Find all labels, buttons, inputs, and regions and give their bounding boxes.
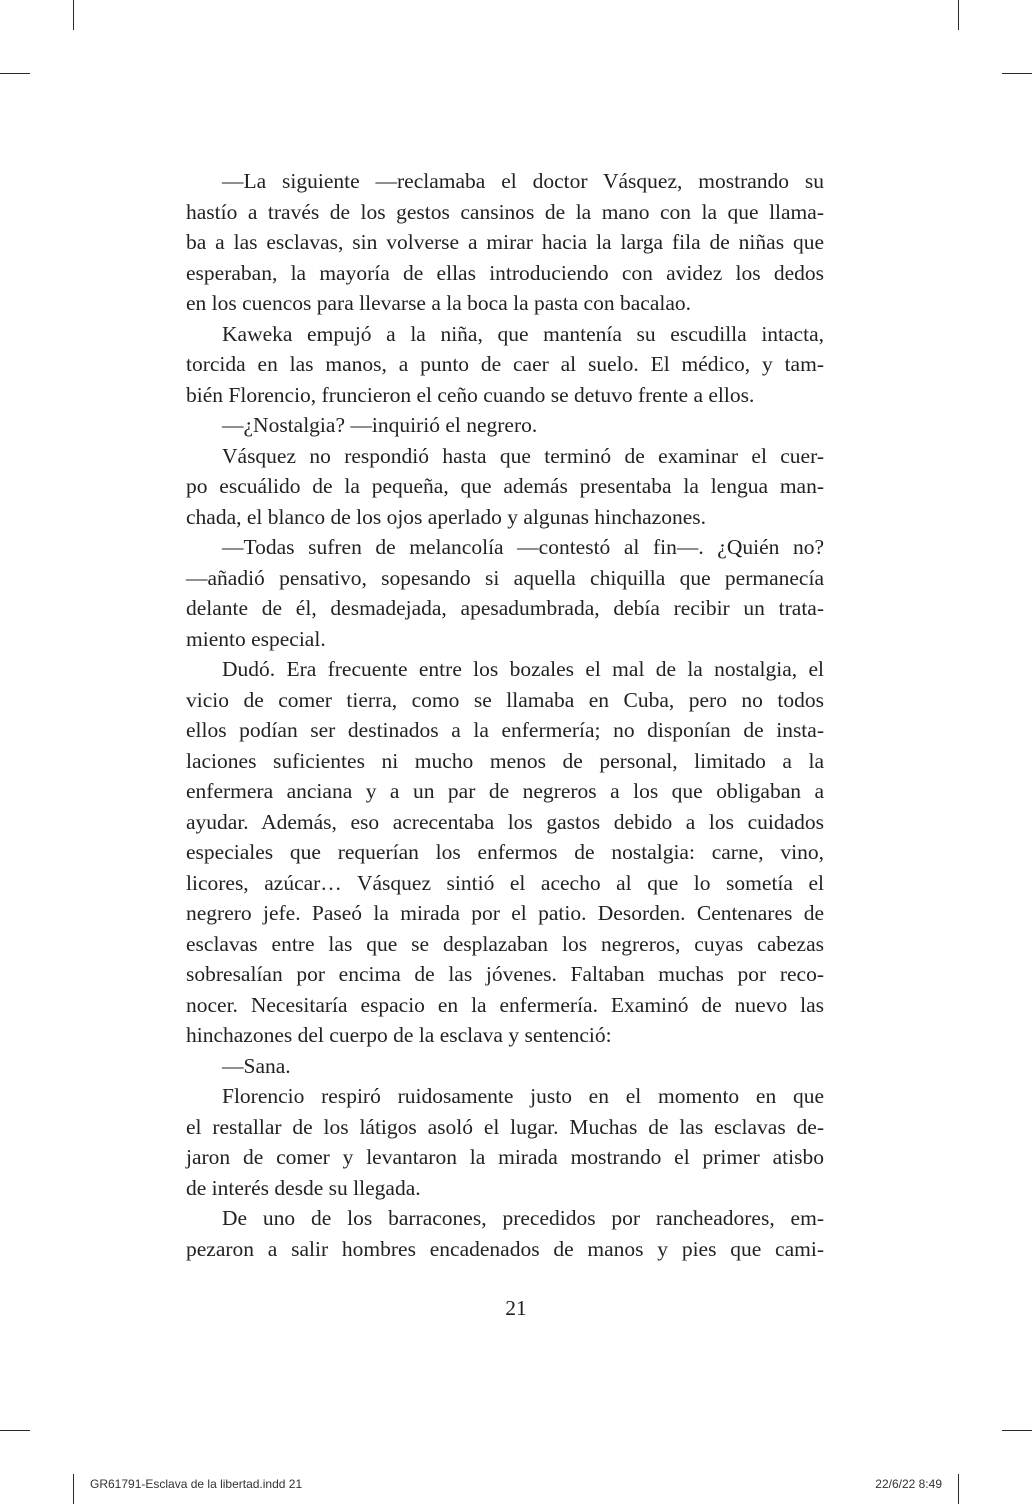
text-line: el restallar de los látigos asoló el lugar. Muchas de las esclavas de- xyxy=(186,1114,824,1139)
crop-mark-top-left xyxy=(73,0,74,30)
text-line: esclavas entre las que se desplazaban los negreros, cuyas cabezas xyxy=(186,931,824,956)
text-line: delante de él, desmadejada, apesadumbrada, debía recibir un trata- xyxy=(186,596,824,620)
paragraph xyxy=(186,441,824,533)
paragraph xyxy=(186,410,824,441)
slug-filename: GR61791-Esclava de la libertad.indd 21 xyxy=(90,1477,303,1491)
text-line: —Sana. xyxy=(222,1053,291,1078)
slug-timestamp: 22/6/22 8:49 xyxy=(875,1477,942,1491)
text-line: ellos podían ser destinados a la enfermería; no disponían de insta- xyxy=(186,718,824,742)
text-line: —La siguiente —reclamaba el doctor Vásquez, mostrando su xyxy=(222,169,824,193)
text-line: vicio de comer tierra, como se llamaba en Cuba, pero no todos xyxy=(186,687,824,712)
text-line: nocer. Necesitaría espacio en la enfermería. Examinó de nuevo las xyxy=(186,992,824,1017)
text-line: —añadió pensativo, sopesando si aquella chiquilla que permanecía xyxy=(186,565,824,590)
text-line: especiales que requerían los enfermos de nostalgia: carne, vino, xyxy=(186,840,824,864)
text-line: bién Florencio, fruncieron el ceño cuando se detuvo frente a ellos. xyxy=(186,382,755,407)
text-line: sobresalían por encima de las jóvenes. Faltaban muchas por reco- xyxy=(186,962,824,986)
paragraph xyxy=(186,1081,824,1203)
paragraph xyxy=(186,319,824,411)
text-line: jaron de comer y levantaron la mirada mostrando el primer atisbo xyxy=(186,1145,824,1169)
crop-mark-right-bottom xyxy=(1002,1430,1032,1431)
text-line: ba a las esclavas, sin volverse a mirar hacia la larga fila de niñas que xyxy=(186,230,824,254)
text-line: licores, azúcar… Vásquez sintió el acecho al que lo sometía el xyxy=(186,870,824,895)
text-line: —¿Nostalgia? —inquirió el negrero. xyxy=(222,413,538,437)
text-line: —Todas sufren de melancolía —contestó al fin—. ¿Quién no? xyxy=(222,535,824,559)
paragraph xyxy=(186,166,824,319)
text-line: hastío a través de los gestos cansinos de la mano con la que llama- xyxy=(186,199,824,224)
crop-mark-bottom-right xyxy=(958,1474,959,1504)
crop-mark-left-bottom xyxy=(0,1430,30,1431)
text-line: ayudar. Además, eso acrecentaba los gastos debido a los cuidados xyxy=(186,809,824,834)
crop-mark-left-top xyxy=(0,73,30,74)
text-line: chada, el blanco de los ojos aperlado y algunas hinchazones. xyxy=(186,504,706,529)
text-line: Florencio respiró ruidosamente justo en el momento en que xyxy=(222,1084,824,1108)
text-line: Kaweka empujó a la niña, que mantenía su escudilla intacta, xyxy=(222,321,824,346)
text-line: esperaban, la mayoría de ellas introduciendo con avidez los dedos xyxy=(186,260,824,285)
paragraph xyxy=(186,1203,824,1264)
text-line: torcida en las manos, a punto de caer al suelo. El médico, y tam- xyxy=(186,352,824,376)
crop-mark-bottom-left xyxy=(73,1474,74,1504)
page-number: 21 xyxy=(505,1296,527,1320)
crop-mark-top-right xyxy=(958,0,959,30)
text-line: Dudó. Era frecuente entre los bozales el mal de la nostalgia, el xyxy=(222,657,824,681)
body-text xyxy=(186,166,824,1264)
paragraph xyxy=(186,1051,824,1082)
paragraph xyxy=(186,654,824,1051)
text-line: pezaron a salir hombres encadenados de manos y pies que cami- xyxy=(186,1236,824,1261)
text-line: enfermera anciana y a un par de negreros a los que obligaban a xyxy=(186,779,824,803)
text-line: hinchazones del cuerpo de la esclava y sentenció: xyxy=(186,1023,612,1047)
paragraph xyxy=(186,532,824,654)
text-line: de interés desde su llegada. xyxy=(186,1175,421,1200)
text-line: en los cuencos para llevarse a la boca la pasta con bacalao. xyxy=(186,291,691,315)
text-line: De uno de los barracones, precedidos por rancheadores, em- xyxy=(222,1206,824,1230)
text-line: laciones suficientes ni mucho menos de personal, limitado a la xyxy=(186,748,824,773)
crop-mark-right-top xyxy=(1002,73,1032,74)
text-line: miento especial. xyxy=(186,626,326,651)
text-line: po escuálido de la pequeña, que además presentaba la lengua man- xyxy=(186,474,824,498)
text-line: Vásquez no respondió hasta que terminó de examinar el cuer- xyxy=(222,443,824,468)
text-line: negrero jefe. Paseó la mirada por el patio. Desorden. Centenares de xyxy=(186,901,824,925)
